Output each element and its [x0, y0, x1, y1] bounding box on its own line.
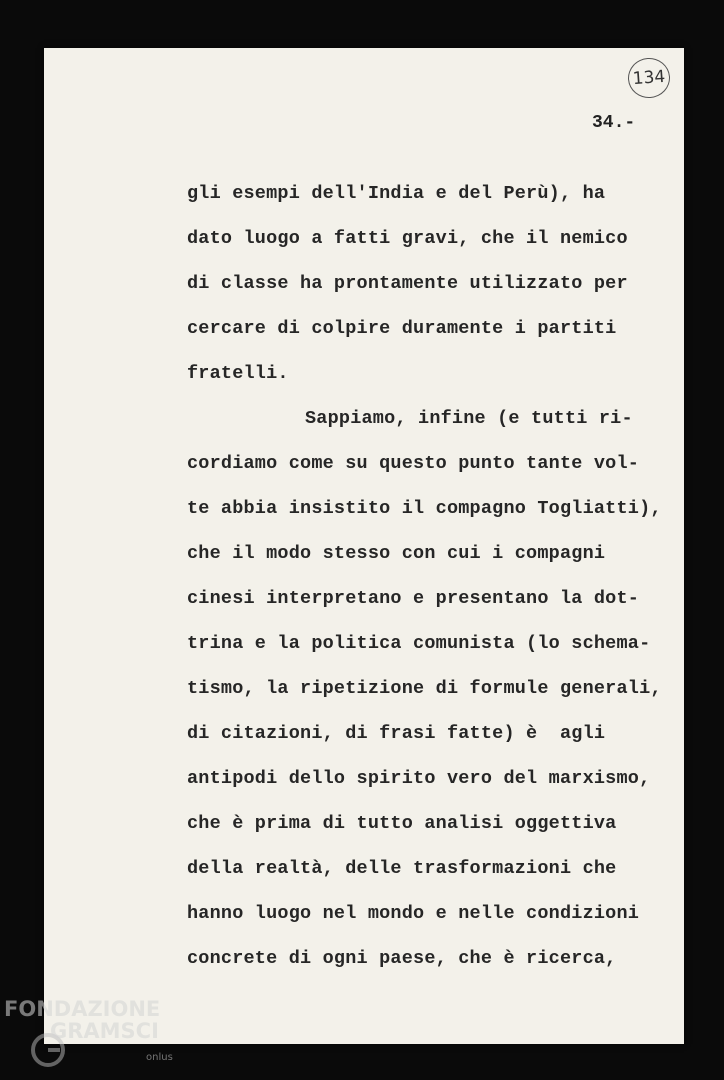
text-line: della realtà, delle trasformazioni che — [187, 858, 617, 879]
text-line: fratelli. — [187, 363, 289, 384]
text-line: dato luogo a fatti gravi, che il nemico — [187, 228, 628, 249]
text-line: che il modo stesso con cui i compagni — [187, 543, 606, 564]
text-line: tismo, la ripetizione di formule generali, — [187, 678, 662, 699]
text-line: trina e la politica comunista (lo schema- — [187, 633, 651, 654]
text-line: antipodi dello spirito vero del marxismo, — [187, 768, 651, 789]
archive-stamp: 134 — [627, 57, 672, 100]
watermark — [4, 998, 160, 1042]
watermark-onlus: onlus — [146, 1052, 173, 1063]
text-line: hanno luogo nel mondo e nelle condizioni — [187, 903, 640, 924]
text-line: cinesi interpretano e presentano la dot- — [187, 588, 640, 609]
text-line: concrete di ogni paese, che è ricerca, — [187, 948, 617, 969]
watermark-line: GRAMSCI — [50, 1019, 159, 1043]
text-line: cordiamo come su questo punto tante vol- — [187, 453, 640, 474]
text-line: cercare di colpire duramente i partiti — [187, 318, 617, 339]
watermark-line: FONDAZIONE — [4, 997, 161, 1021]
text-line: di citazioni, di frasi fatte) è agli — [187, 723, 606, 744]
page-number: 34.- — [592, 113, 636, 133]
text-line: che è prima di tutto analisi oggettiva — [187, 813, 617, 834]
text-line: Sappiamo, infine (e tutti ri- — [305, 408, 633, 429]
text-line: gli esempi dell'India e del Perù), ha — [187, 183, 606, 204]
text-line: te abbia insistito il compagno Togliatti), — [187, 498, 662, 519]
text-line: di classe ha prontamente utilizzato per — [187, 273, 628, 294]
